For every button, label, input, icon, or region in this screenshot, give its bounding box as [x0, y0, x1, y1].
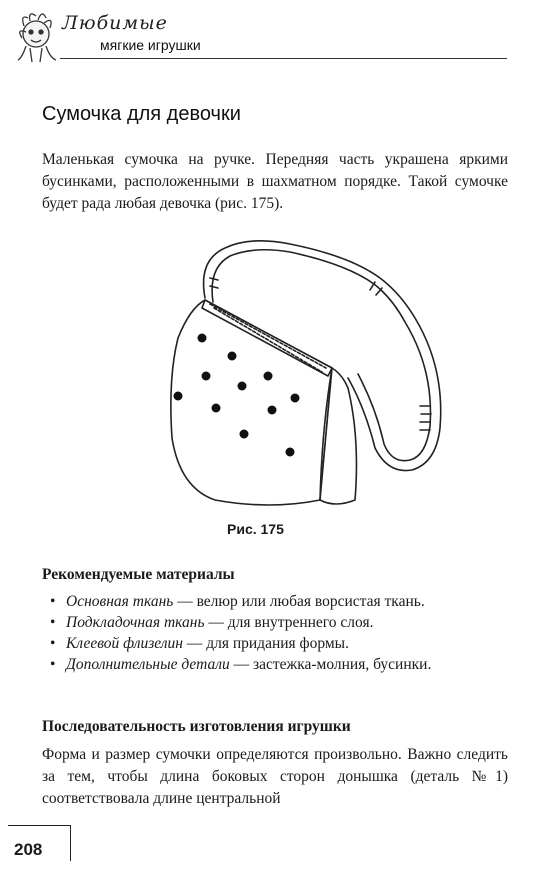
material-term: Клеевой флизелин	[66, 635, 183, 652]
materials-heading: Рекомендуемые материалы	[42, 566, 235, 583]
material-term: Основная ткань	[66, 593, 174, 610]
bullet-icon: •	[50, 593, 56, 610]
material-description: — для внутреннего слоя.	[204, 614, 374, 631]
process-heading: Последовательность изготовления игрушки	[42, 718, 351, 735]
list-item	[48, 654, 508, 675]
material-description: — для придания формы.	[182, 635, 349, 652]
materials-list	[48, 591, 508, 675]
material-description: — велюр или любая ворсистая ткань.	[173, 593, 425, 610]
page-header	[0, 0, 533, 70]
list-item	[48, 633, 508, 654]
material-description: — застежка-молния, бусинки.	[229, 656, 432, 673]
header-divider	[60, 58, 507, 59]
series-title: Любимые	[62, 12, 168, 34]
series-subtitle: мягкие игрушки	[100, 37, 201, 53]
process-paragraph: Форма и размер сумочки определяются произвольно. Важно следить за тем, чтобы длина боковых сторон донышка (деталь №1) соответствовала длине центральной	[42, 746, 508, 807]
handbag-illustration	[150, 238, 450, 518]
section-title: Сумочка для девочки	[42, 103, 241, 125]
doll-logo-icon	[12, 8, 62, 69]
material-term: Дополнительные детали	[66, 656, 230, 673]
page-number-rule	[8, 825, 70, 826]
intro-paragraph: Маленькая сумочка на ручке. Передняя часть украшена яркими бусинками, расположенными в шахматном порядке. Такой сумочке будет рада любая девочка (рис. 175).	[42, 151, 508, 212]
bullet-icon: •	[50, 614, 56, 631]
page-number: 208	[14, 840, 43, 859]
page-number-divider	[70, 825, 71, 861]
material-term: Подкладочная ткань	[66, 614, 205, 631]
bullet-icon: •	[50, 635, 56, 652]
list-item	[48, 612, 508, 633]
figure-caption: Рис. 175	[227, 521, 284, 537]
bullet-icon: •	[50, 656, 56, 673]
list-item	[48, 591, 508, 612]
